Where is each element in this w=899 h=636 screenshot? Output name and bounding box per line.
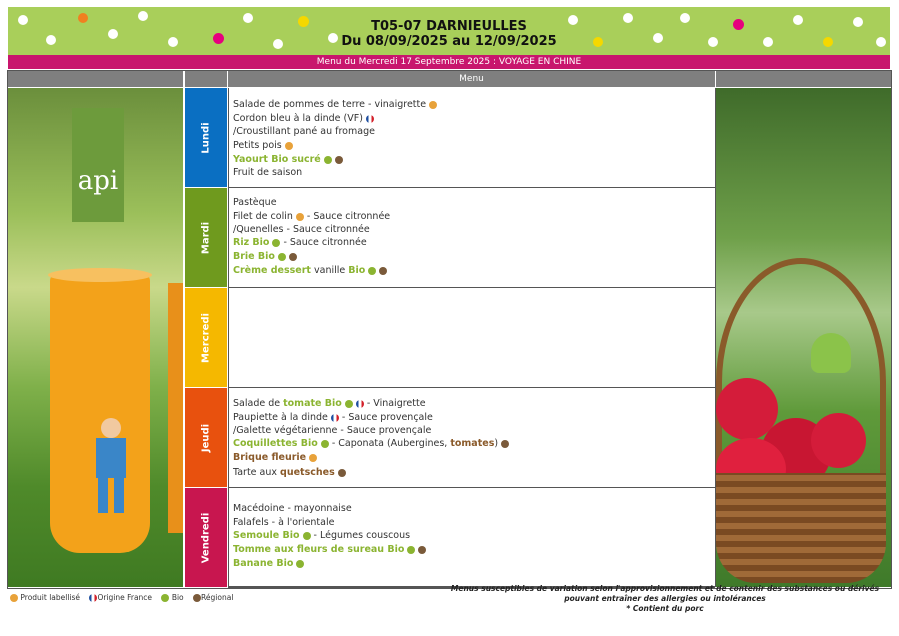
menu-line: Brique fleurie [233,452,317,463]
menu-line: Banane Bio [233,558,304,569]
footnote-line3: * Contient du porc [626,604,704,613]
page-title: T05-07 DARNIEULLES [371,19,527,34]
day-label-jeudi: Jeudi [185,388,227,487]
page-date-range: Du 08/09/2025 au 12/09/2025 [341,34,557,49]
menu-line: Macédoine - mayonnaise [233,503,352,514]
legend-bio: Bio [158,593,183,602]
footnote-line2: pouvant entraîner des allergies ou intolérances [564,594,766,603]
day-label-lundi: Lundi [185,88,227,187]
legend-labelled: Produit labellisé [10,593,80,602]
legend-regional: Régional [190,593,233,602]
labelled-icon [10,594,18,602]
menu-line: /Croustillant pané au fromage [233,126,375,137]
menu-line: Paupiette à la dinde - Sauce provençale [233,412,433,423]
menu-line: Crème dessert vanille Bio [233,265,387,276]
regional-icon [193,594,201,602]
legend [10,593,237,602]
menu-line: Coquillettes Bio - Caponata (Aubergines, tomates) [233,438,509,449]
menu-line: Yaourt Bio sucré [233,154,343,165]
menu-line: /Galette végétarienne - Sauce provençale [233,425,432,436]
menu-line: Salade de pommes de terre - vinaigrette [233,99,437,110]
footnote-line1: Menus susceptibles de variation selon l'approvisionnement et de contenir des substances ou dérivés [450,584,880,593]
menu-line: Brie Bio [233,251,297,262]
bio-icon [161,594,169,602]
api-logo: api [72,108,124,222]
menu-line: Cordon bleu à la dinde (VF) [233,113,374,124]
theme-banner: Menu du Mercredi 17 Septembre 2025 : VOYAGE EN CHINE [8,55,890,69]
menu-line: Filet de colin - Sauce citronnée [233,211,391,222]
menu-line: Pastèque [233,197,277,208]
column-header-menu: Menu [228,71,715,87]
menu-line: Tomme aux fleurs de sureau Bio [233,544,426,555]
menu-line: Falafels - à l'orientale [233,517,335,528]
table-outer-frame [7,70,892,589]
menu-line: Semoule Bio - Légumes couscous [233,530,411,541]
day-label-mardi: Mardi [185,188,227,287]
menu-line: /Quenelles - Sauce citronnée [233,224,370,235]
menu-line: Fruit de saison [233,167,303,178]
day-label-mercredi: Mercredi [185,288,227,387]
legend-france: Origine France [86,593,152,602]
menu-line: Riz Bio - Sauce citronnée [233,237,367,248]
menu-line: Salade de tomate Bio - Vinaigrette [233,398,426,409]
menu-line: Petits pois [233,140,293,151]
menu-line: Tarte aux quetsches [233,467,346,478]
day-label-vendredi: Vendredi [185,488,227,587]
page-header [8,7,890,55]
